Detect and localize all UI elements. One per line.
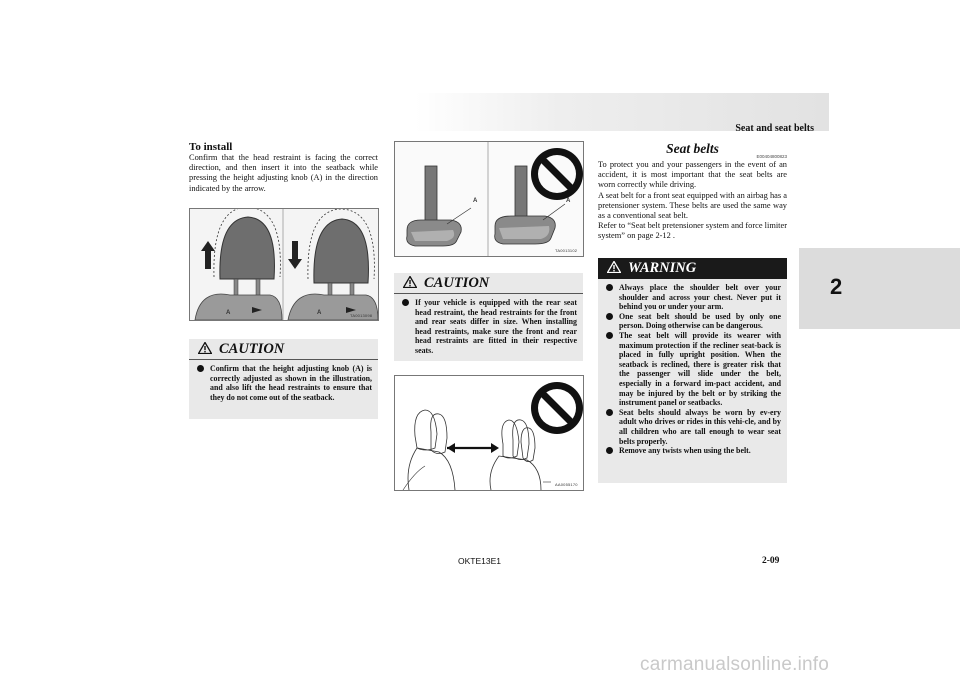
warning-title: WARNING: [628, 260, 697, 276]
section-code: E00404800823: [756, 154, 787, 159]
page-number: 2-09: [762, 556, 780, 566]
warning-item: One seat belt should be used by only one person. Doing otherwise can be dangerous.: [604, 312, 781, 331]
watermark: carmanualsonline.info: [640, 654, 830, 675]
caution-item: Confirm that the height adjusting knob (A) is correctly adjusted as shown in the illustration, and also lift the head restraints to ensure that they do not come out of the seatback.: [195, 364, 372, 402]
to-install-heading: To install: [189, 141, 233, 153]
size-comparison-illustration: [395, 142, 583, 256]
running-header: Seat and seat belts: [735, 123, 814, 134]
bullet-icon: [402, 299, 409, 306]
warning-box: [598, 258, 787, 483]
install-illustration: [190, 209, 378, 320]
label-a-right: A: [566, 198, 571, 204]
caution-title: CAUTION: [219, 341, 285, 357]
caution-list: [394, 294, 583, 360]
bullet-icon: [606, 313, 613, 320]
seatbelt-paragraph-3: Refer to “Seat belt pretensioner system and force limiter system” on page 2-12 .: [598, 221, 787, 241]
seatbelt-paragraph-1: To protect you and your passengers in the event of an accident, it is most important that the seat belts are worn correctly while driving.: [598, 160, 787, 190]
warning-item: The seat belt will provide its wearer with maximum protection if the recliner seat-back is placed in fully upright position. When the seatback is reclined, there is greater risk that the passenger will slide under the belt, especially in a forward im-pact accident, and may be injured by the belt or by striking the instrument panel or seatbacks.: [604, 331, 781, 408]
to-install-text: Confirm that the head restraint is facing the correct direction, and then insert it into the seatback while pressing the height adjusting knob (A) in the direction indicated by the arrow.: [189, 153, 378, 193]
warning-triangle-icon: [607, 261, 621, 273]
label-a-left: A: [473, 198, 478, 204]
knob-label-a-left: A: [226, 310, 231, 316]
bullet-icon: [606, 409, 613, 416]
bullet-icon: [606, 332, 613, 339]
caution-title: CAUTION: [424, 275, 490, 291]
document-code: OKTE13E1: [458, 556, 501, 566]
warning-item: Seat belts should always be worn by ev-ery adult who drives or rides in this vehi-cle, and by all children who are tall enough to wear seat belts properly.: [604, 408, 781, 446]
bullet-icon: [197, 365, 204, 372]
bullet-icon: [606, 447, 613, 454]
warning-list: [598, 279, 787, 460]
caution-item: If your vehicle is equipped with the rear seat head restraint, the head restraints for the front and rear seats differ in size. When installing head restraints, make sure the front and rear head restraints are fitted in their respective seats.: [400, 298, 577, 356]
knob-label-a-right: A: [317, 310, 322, 316]
figure-code: AA0055170: [555, 482, 578, 487]
head-restraint-size-figure: [394, 141, 584, 257]
left-column: [189, 141, 378, 194]
warning-item: Remove any twists when using the belt.: [604, 446, 781, 456]
caution-list: [189, 360, 378, 406]
warning-item: Always place the shoulder belt over your shoulder and across your chest. Never put it behind you or under your arm.: [604, 283, 781, 312]
front-rear-seats-illustration: [395, 376, 583, 490]
figure-code: TA0013098: [350, 313, 373, 318]
bullet-icon: [606, 284, 613, 291]
chapter-number: 2: [830, 274, 843, 299]
head-restraint-install-figure: [189, 208, 379, 321]
caution-box-middle: [394, 273, 583, 361]
chapter-tab: [799, 248, 960, 329]
caution-box-left: [189, 339, 378, 419]
right-column: [598, 141, 787, 242]
seatbelt-paragraph-2: A seat belt for a front seat equipped with an airbag has a pretensioner system. These belts are used the same way as a conventional seat belt.: [598, 190, 787, 221]
section-title: Seat belts: [666, 141, 719, 156]
figure-code: TA0013102: [555, 248, 578, 253]
seat-restraint-figure: [394, 375, 584, 491]
warning-triangle-icon: [403, 276, 417, 288]
warning-triangle-icon: [198, 342, 212, 354]
